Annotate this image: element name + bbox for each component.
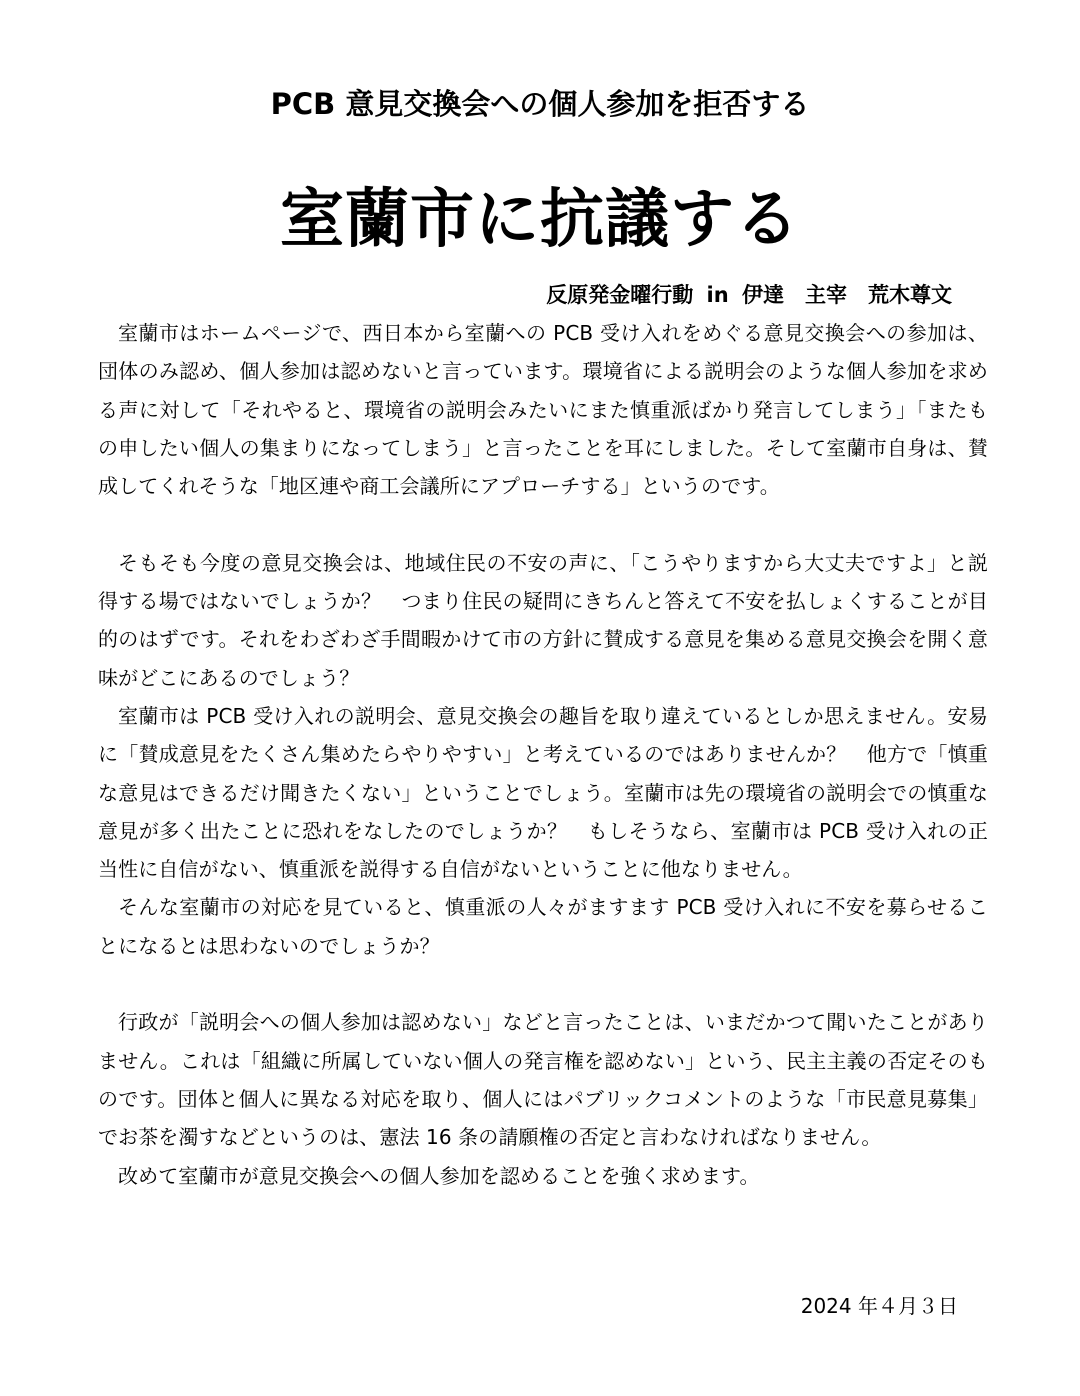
- document-title: 室蘭市に抗議する: [280, 183, 800, 257]
- paragraph-gap: [98, 965, 988, 1003]
- body-paragraph-3: 室蘭市は PCB 受け入れの説明会、意見交換会の趣旨を取り違えているとしか思えません。安易に「賛成意見をたくさん集めたらやりやすい」と考えているのではありませんか？ 他方で「慎重な意見はできるだけ聞きたくない」ということでしょう。室蘭市は先の環境省の説明会での慎重な意見が多く出たことに恐れをなしたのでしょうか？ もしそうなら、室蘭市は PCB 受け入れの正当性に自信がない、慎重派を説得する自信がないということに他なりません。: [98, 703, 988, 882]
- body-paragraph-6: 改めて室蘭市が意見交換会への個人参加を認めることを強く求めます。: [118, 1163, 760, 1188]
- body-paragraph-4: そんな室蘭市の対応を見ていると、慎重派の人々がますます PCB 受け入れに不安を募らせることになるとは思わないのでしょうか？: [98, 895, 988, 958]
- body-paragraph-5: 行政が「説明会への個人参加は認めない」などと言ったことは、いまだかつて聞いたことがありません。これは「組織に所属していない個人の発言権を認めない」という、民主主義の否定そのものです。団体と個人に異なる対応を取り、個人にはパブリックコメントのような「市民意見募集」でお茶を濁すなどというのは、憲法 16 条の請願権の否定と言わなければなりません。: [98, 1010, 988, 1150]
- document-date: 2024 年４月３日: [800, 1294, 958, 1318]
- document-body: [98, 314, 988, 1195]
- document-subtitle: PCB 意見交換会への個人参加を拒否する: [270, 87, 810, 121]
- paragraph-gap: [98, 505, 988, 543]
- document-author: 反原発金曜行動 in 伊達 主宰 荒木尊文: [546, 283, 952, 307]
- body-paragraph-2: そもそも今度の意見交換会は、地域住民の不安の声に、「こうやりますから大丈夫ですよ」と説得する場ではないでしょうか？ つまり住民の疑問にきちんと答えて不安を払しょくすることが目的のはずです。それをわざわざ手間暇かけて市の方針に賛成する意見を集める意見交換会を開く意味がどこにあるのでしょう？: [98, 550, 988, 690]
- body-paragraph-1: 室蘭市はホームページで、西日本から室蘭への PCB 受け入れをめぐる意見交換会への参加は、団体のみ認め、個人参加は認めないと言っています。環境省による説明会のような個人参加を求める声に対して「それやると、環境省の説明会みたいにまた慎重派ばかり発言してしまう」「またもの申したい個人の集まりになってしまう」と言ったことを耳にしました。そして室蘭市自身は、賛成してくれそうな「地区連や商工会議所にアプローチする」というのです。: [98, 321, 988, 499]
